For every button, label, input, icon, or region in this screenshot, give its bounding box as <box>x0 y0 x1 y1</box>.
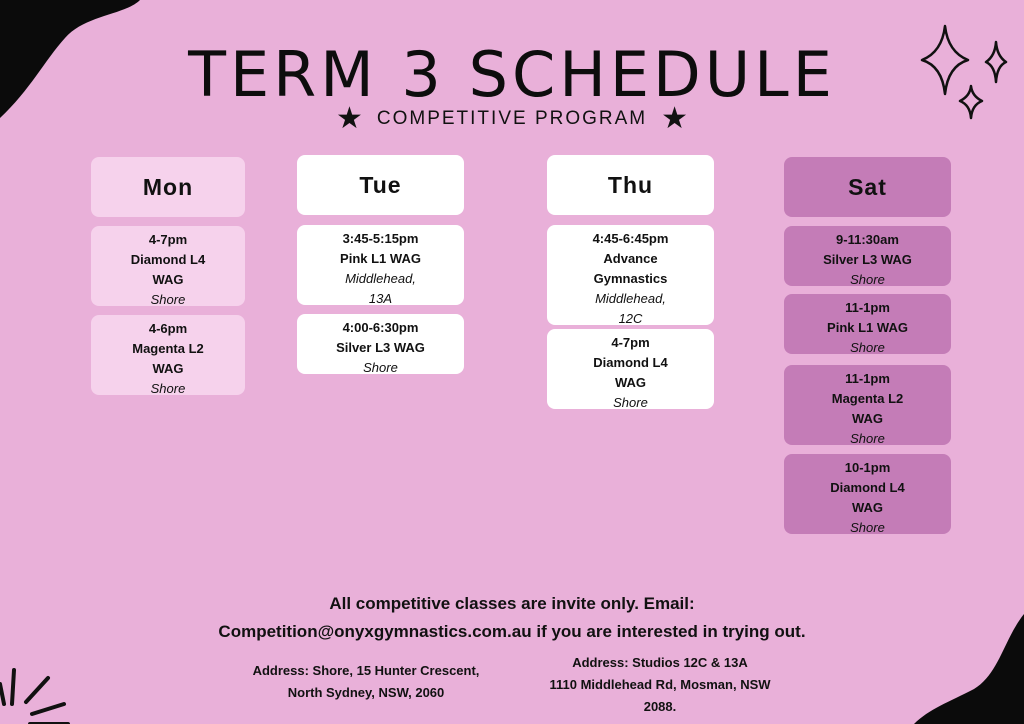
day-column-tue <box>297 155 464 374</box>
class-card: 4-7pm Diamond L4 WAG Shore <box>547 329 714 409</box>
class-card: 4-6pm Magenta L2 WAG Shore <box>91 315 245 395</box>
address-line: Address: Shore, 15 Hunter Crescent, <box>252 663 480 678</box>
day-column-sat <box>784 157 951 534</box>
address-middlehead <box>520 652 800 718</box>
address-line: North Sydney, NSW, 2060 <box>287 685 445 700</box>
day-header-mon: Mon <box>91 157 245 217</box>
notice-line-2 <box>0 618 1024 646</box>
day-column-mon <box>91 157 245 395</box>
address-line: Address: Studios 12C & 13A <box>572 655 748 670</box>
class-card: 4:45-6:45pm Advance Gymnastics Middlehead, 12C <box>547 225 714 325</box>
subtitle <box>0 104 1024 134</box>
day-header-sat: Sat <box>784 157 951 217</box>
day-header-tue: Tue <box>297 155 464 215</box>
page-title: TERM 3 SCHEDULE <box>188 38 836 111</box>
address-line: 2088. <box>643 699 677 714</box>
invite-notice <box>0 590 1024 646</box>
class-card: 4-7pm Diamond L4 WAG Shore <box>91 226 245 306</box>
class-card: 4:00-6:30pm Silver L3 WAG Shore <box>297 314 464 374</box>
address-shore <box>226 660 506 704</box>
sunburst-icon <box>0 634 90 724</box>
class-card: 9-11:30am Silver L3 WAG Shore <box>784 226 951 286</box>
subtitle-text: COMPETITIVE PROGRAM <box>376 108 648 129</box>
address-line: 1110 Middlehead Rd, Mosman, NSW <box>549 677 771 692</box>
email-link[interactable]: Competition@onyxgymnastics.com.au <box>218 622 532 641</box>
class-card: 10-1pm Diamond L4 WAG Shore <box>784 454 951 534</box>
class-card: 3:45-5:15pm Pink L1 WAG Middlehead, 13A <box>297 225 464 305</box>
notice-line-2-rest: if you are interested in trying out. <box>531 622 806 641</box>
notice-line-1: All competitive classes are invite only. Email: <box>329 594 695 613</box>
class-card: 11-1pm Magenta L2 WAG Shore <box>784 365 951 445</box>
star-icon: ★ <box>661 102 689 135</box>
day-header-thu: Thu <box>547 155 714 215</box>
day-column-thu <box>547 155 714 409</box>
class-card: 11-1pm Pink L1 WAG Shore <box>784 294 951 354</box>
star-icon: ★ <box>335 102 363 135</box>
